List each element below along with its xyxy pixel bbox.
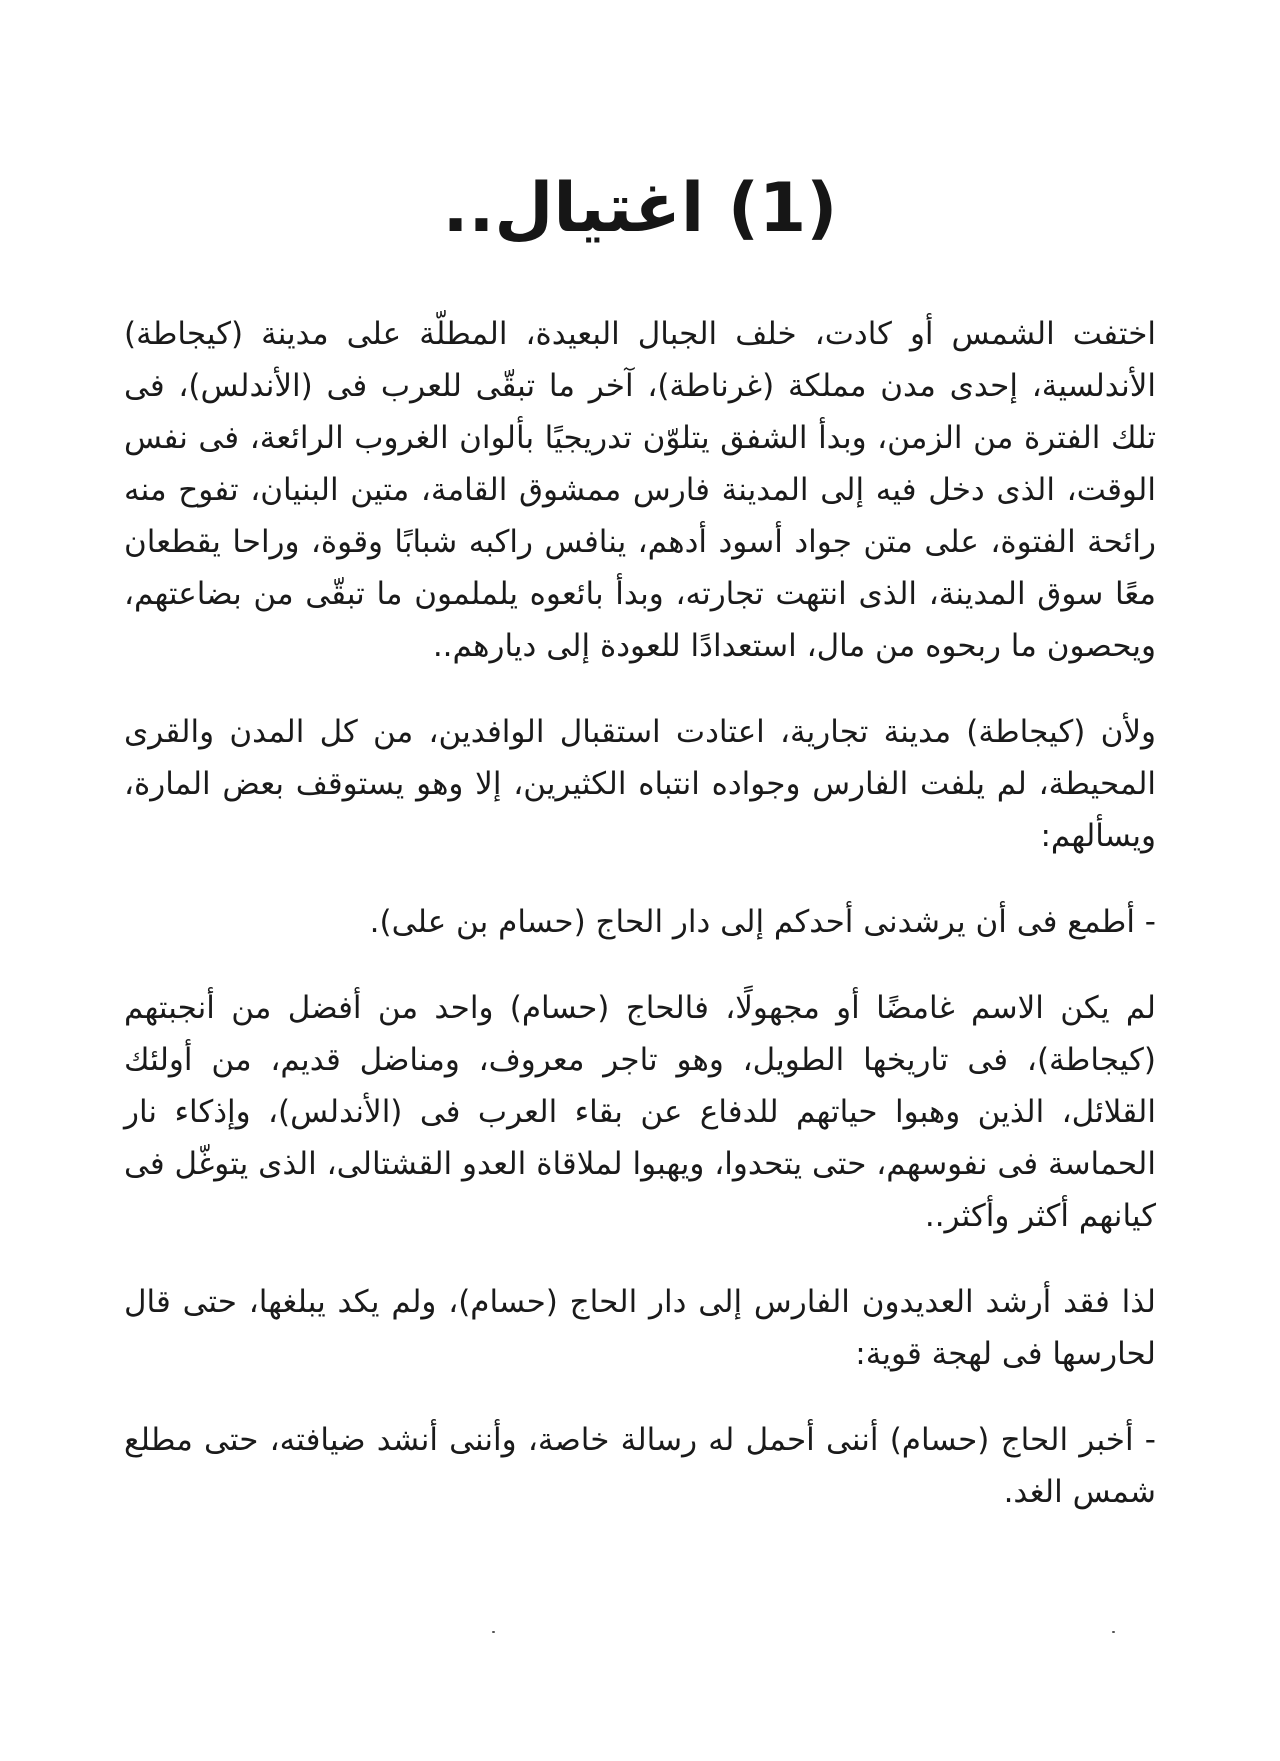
chapter-title: (1) اغتيال..: [442, 169, 838, 248]
paragraph-4: لم يكن الاسم غامضًا أو مجهولًا، فالحاج (حسام) واحد من أفضل من أنجبتهم (كيجاطة)، فى تاريخها الطويل، وهو تاجر معروف، ومناضل قديم، من أولئك القلائل، الذين وهبوا حياتهم للدفاع عن بقاء العرب فى (الأندلس)، وإذكاء نار الحماسة فى نفوسهم، حتى يتحدوا، ويهبوا لملاقاة العدو القشتالى، الذى يتوغّل فى كيانهم أكثر وأكثر..: [124, 989, 1156, 1234]
page-speck-left: [492, 1631, 495, 1633]
paragraph-2: ولأن (كيجاطة) مدينة تجارية، اعتادت استقبال الوافدين، من كل المدن والقرى المحيطة، لم يلفت الفارس وجواده انتباه الكثيرين، إلا وهو يستوقف بعض المارة، ويسألهم:: [124, 713, 1156, 854]
book-page: [124, 150, 1156, 1552]
paragraph-1: اختفت الشمس أو كادت، خلف الجبال البعيدة، المطلّة على مدينة (كيجاطة) الأندلسية، إحدى مدن مملكة (غرناطة)، آخر ما تبقّى للعرب فى (الأندلس)، فى تلك الفترة من الزمن، وبدأ الشفق يتلوّن تدريجيًا بألوان الغروب الرائعة، فى نفس الوقت، الذى دخل فيه إلى المدينة فارس ممشوق القامة، متين البنيان، تفوح منه رائحة الفتوة، على متن جواد أسود أدهم، ينافس راكبه شبابًا وقوة، وراحا يقطعان معًا سوق المدينة، الذى انتهت تجارته، وبدأ بائعوه يلملمون ما تبقّى من بضاعتهم، ويحصون ما ربحوه من مال، استعدادًا للعودة إلى ديارهم..: [124, 315, 1156, 664]
paragraph-3: - أطمع فى أن يرشدنى أحدكم إلى دار الحاج (حسام بن على).: [369, 903, 1156, 940]
page-speck-right: [1112, 1631, 1115, 1633]
paragraph-6: - أخبر الحاج (حسام) أننى أحمل له رسالة خاصة، وأننى أنشد ضيافته، حتى مطلع شمس الغد.: [124, 1421, 1156, 1510]
paragraph-5: لذا فقد أرشد العديدون الفارس إلى دار الحاج (حسام)، ولم يكد يبلغها، حتى قال لحارسها فى لهجة قوية:: [124, 1283, 1156, 1372]
